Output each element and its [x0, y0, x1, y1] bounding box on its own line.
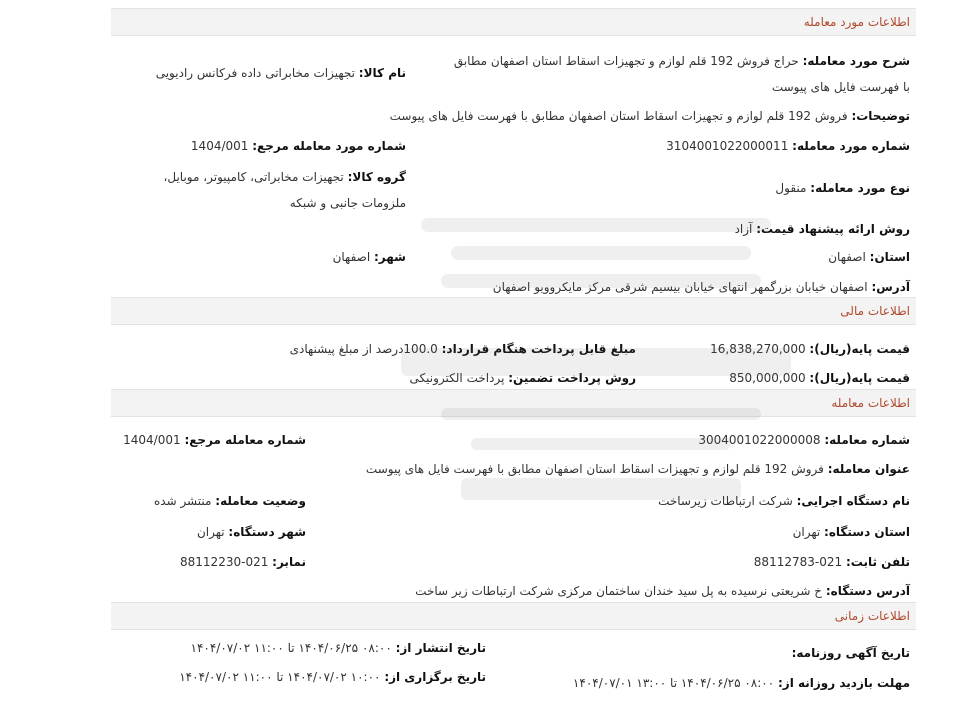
field-value: 850,000,000: [729, 371, 806, 385]
field-value: ۰۸:۰۰ ۱۴۰۴/۰۶/۲۵ تا ۱۳:۰۰ ۱۴۰۴/۰۷/۰۱: [572, 676, 775, 690]
field-value: شرکت ارتباطات زیرساخت: [658, 494, 793, 508]
section-header-financial: [111, 297, 916, 325]
city: [333, 248, 406, 266]
field-value: اصفهان: [332, 250, 371, 264]
field-label: تلفن ثابت:: [845, 555, 910, 569]
transaction-ref-number: [123, 431, 306, 449]
field-value: 1404/001: [123, 433, 181, 447]
field-label: آدرس:: [871, 280, 910, 294]
watermark-logo: [381, 198, 811, 528]
deal-notes: [390, 107, 910, 125]
field-label: مبلغ قابل پرداخت هنگام قرارداد:: [441, 342, 636, 356]
field-label: توضیحات:: [851, 109, 910, 123]
deal-ref-number: [191, 137, 406, 155]
field-label: شماره مورد معامله:: [792, 139, 910, 153]
section-title: اطلاعات مورد معامله: [803, 15, 910, 29]
daily-visit-deadline: [573, 674, 910, 692]
publish-date: [191, 639, 486, 657]
field-label: قیمت پایه(ریال):: [809, 371, 910, 385]
field-value: فروش 192 قلم لوازم و تجهیزات اسقاط استان اصفهان مطابق با فهرست فایل های پیوست: [389, 109, 848, 123]
field-value: ۰۸:۰۰ ۱۴۰۴/۰۶/۲۵ تا ۱۱:۰۰ ۱۴۰۴/۰۷/۰۲: [190, 641, 392, 655]
province: [828, 248, 910, 266]
field-value: خ شریعتی نرسیده به پل سید خندان ساختمان مرکزی شرکت ارتباطات زیر ساخت: [415, 584, 823, 598]
field-value: اصفهان: [828, 250, 866, 264]
field-label: تاریخ آگهی روزنامه:: [791, 646, 910, 660]
field-label: استان:: [869, 250, 910, 264]
section-title: اطلاعات زمانی: [834, 609, 910, 623]
field-value: ۱۰:۰۰ ۱۴۰۴/۰۷/۰۲ تا ۱۱:۰۰ ۱۴۰۴/۰۷/۰۲: [179, 670, 381, 684]
field-label: تاریخ انتشار از:: [395, 641, 486, 655]
field-label: گروه کالا:: [347, 170, 406, 184]
org-province: [793, 523, 910, 541]
transaction-title: [366, 460, 910, 478]
executive-org: [658, 492, 910, 510]
org-phone: [754, 553, 910, 571]
field-label: شهر:: [374, 250, 406, 264]
section-title: اطلاعات مالی: [840, 304, 910, 318]
field-label: روش پرداخت تضمین:: [508, 371, 636, 385]
field-value: حراج فروش 192 قلم لوازم و تجهیزات اسقاط استان اصفهان مطابق با فهرست فایل های پیوست: [453, 54, 910, 94]
field-value: 1404/001: [190, 139, 249, 153]
deal-detail-page: [111, 8, 916, 705]
price-method: [735, 220, 910, 238]
holding-date: [179, 668, 486, 686]
field-label: تاریخ برگزاری از:: [384, 670, 486, 684]
org-city: [197, 523, 306, 541]
goods-name: [156, 64, 406, 82]
field-value: آزاد: [734, 222, 753, 236]
deal-type: [775, 179, 910, 197]
field-label: شهر دستگاه:: [228, 525, 306, 539]
field-label: مهلت بازدید روزانه از:: [778, 676, 910, 690]
field-label: روش ارائه پیشنهاد قیمت:: [756, 222, 910, 236]
field-value: 16,838,270,000: [710, 342, 806, 356]
field-value: تهران: [196, 525, 225, 539]
address: [493, 278, 910, 296]
field-label: شرح مورد معامله:: [802, 54, 910, 68]
field-value: 3004001022000008: [698, 433, 821, 447]
field-value: منقول: [775, 181, 807, 195]
field-label: قیمت پایه(ریال):: [809, 342, 910, 356]
section-header-transaction: [111, 389, 916, 417]
field-label: استان دستگاه:: [824, 525, 910, 539]
deal-description: [450, 48, 910, 100]
field-value: منتشر شده: [153, 494, 212, 508]
field-value: تجهیزات مخابراتی داده فرکانس رادیویی: [155, 66, 355, 80]
org-address: [415, 582, 910, 600]
field-label: نوع مورد معامله:: [810, 181, 910, 195]
field-value: 100.0درصد از مبلغ پیشنهادی: [289, 342, 438, 356]
field-label: نام دستگاه اجرایی:: [796, 494, 910, 508]
field-label: نام کالا:: [358, 66, 406, 80]
base-price-1: [710, 340, 910, 358]
field-value: 021-88112783: [753, 555, 843, 569]
guarantee-method: [410, 369, 636, 387]
field-label: شماره مورد معامله مرجع:: [252, 139, 406, 153]
section-header-timing: [111, 602, 916, 630]
transaction-number: [698, 431, 910, 449]
field-value: 021-88112230: [180, 555, 269, 569]
field-label: شماره معامله:: [824, 433, 910, 447]
section-title: اطلاعات معامله: [831, 396, 910, 410]
transaction-status: [154, 492, 306, 510]
field-label: شماره معامله مرجع:: [184, 433, 306, 447]
field-value: تجهیزات مخابراتی، کامپیوتر، موبایل، ملزومات جانبی و شبکه: [163, 170, 406, 210]
field-label: وضعیت معامله:: [215, 494, 306, 508]
field-label: عنوان معامله:: [827, 462, 910, 476]
org-fax: [180, 553, 306, 571]
deal-number: [666, 137, 910, 155]
payable-at-contract: [290, 340, 636, 358]
field-value: اصفهان خیابان بزرگمهر انتهای خیابان بیسیم شرقی مرکز مایکروویو اصفهان: [492, 280, 868, 294]
field-value: فروش 192 قلم لوازم و تجهیزات اسقاط استان اصفهان مطابق با فهرست فایل های پیوست: [365, 462, 824, 476]
base-price-2: [729, 369, 910, 387]
field-value: 3104001022000011: [666, 139, 789, 153]
section-header-deal-info: [111, 8, 916, 36]
goods-group: [116, 164, 406, 216]
newspaper-date: [792, 644, 910, 662]
field-value: تهران: [792, 525, 821, 539]
field-label: نمابر:: [272, 555, 306, 569]
field-value: پرداخت الکترونیکی: [409, 371, 505, 385]
field-label: آدرس دستگاه:: [825, 584, 910, 598]
